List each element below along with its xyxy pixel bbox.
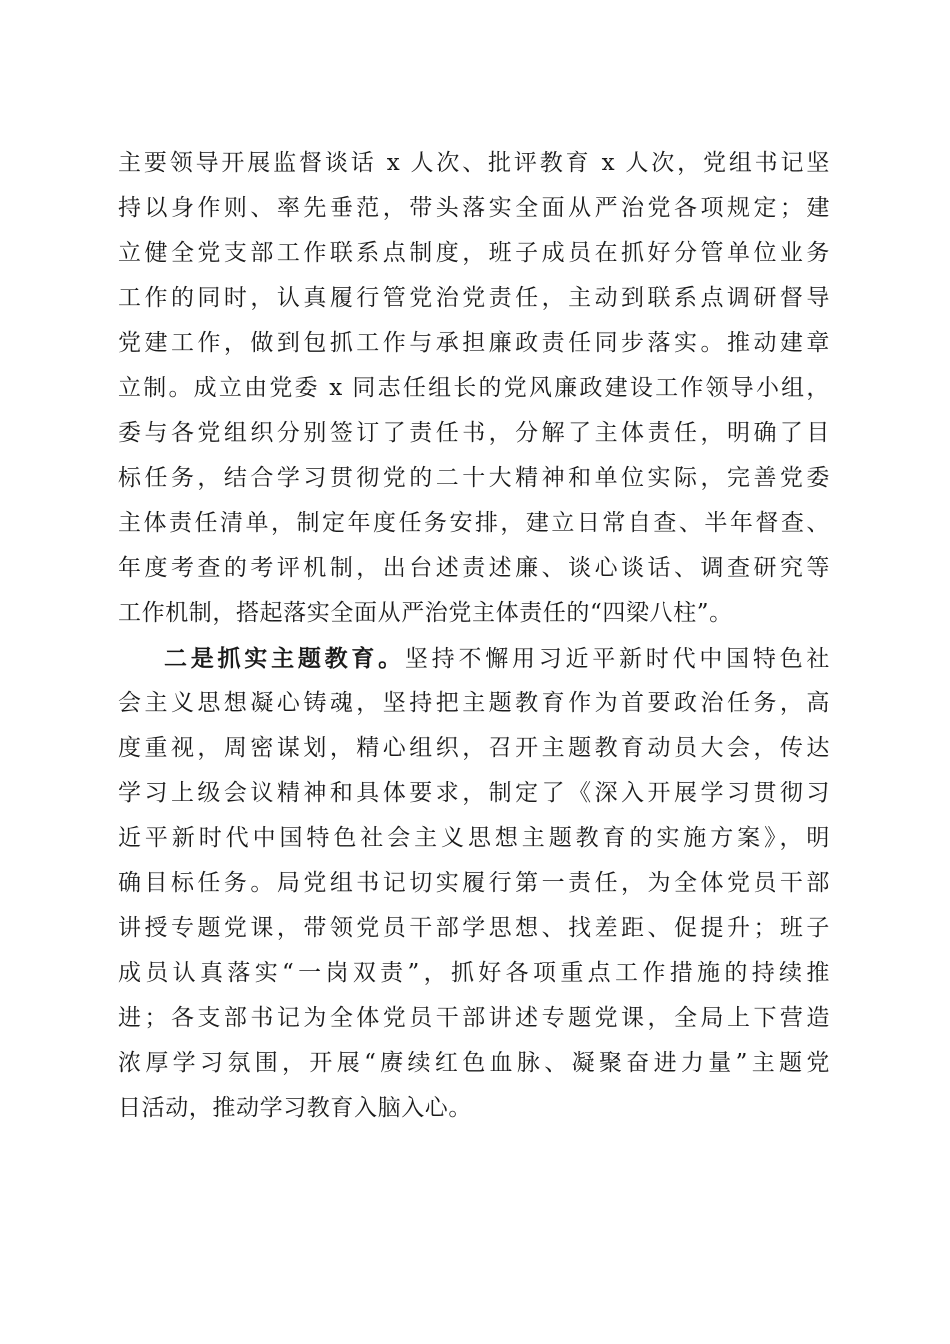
text-line: 年度考查的考评机制，出台述责述廉、谈心谈话、调查研究等 xyxy=(118,555,830,581)
text-line: 度重视，周密谋划，精心组织，召开主题教育动员大会，传达 xyxy=(118,735,830,761)
text-line: 会主义思想凝心铸魂，坚持把主题教育作为首要政治任务，高 xyxy=(118,690,830,716)
text-line: 持以身作则、率先垂范，带头落实全面从严治党各项规定；建 xyxy=(118,195,830,221)
text-line: 成员认真落实“一岗双责”，抓好各项重点工作措施的持续推 xyxy=(118,960,830,986)
text-line: 进；各支部书记为全体党员干部讲述专题党课，全局上下营造 xyxy=(118,1005,830,1031)
text-line: 立制。成立由党委 x 同志任组长的党风廉政建设工作领导小组， xyxy=(118,375,830,401)
text-line xyxy=(118,636,830,681)
text-line: 近平新时代中国特色社会主义思想主题教育的实施方案》，明 xyxy=(118,825,830,851)
paragraph-lead-heading: 二是抓实主题教育。 xyxy=(164,645,405,672)
text-line: 主体责任清单，制定年度任务安排，建立日常自查、半年督查、 xyxy=(118,510,830,536)
text-line: 确目标任务。局党组书记切实履行第一责任，为全体党员干部 xyxy=(118,870,830,896)
text-line: 工作的同时，认真履行管党治党责任，主动到联系点调研督导 xyxy=(118,285,830,311)
text-line: 立健全党支部工作联系点制度，班子成员在抓好分管单位业务 xyxy=(118,240,830,266)
body-text xyxy=(118,141,830,1131)
text-line: 工作机制，搭起落实全面从严治党主体责任的“四梁八柱”。 xyxy=(118,600,733,626)
paragraph-first-line-text: 坚持不懈用习近平新时代中国特色社 xyxy=(404,646,830,672)
paragraph-2 xyxy=(118,636,830,1131)
text-line: 讲授专题党课，带领党员干部学思想、找差距、促提升；班子 xyxy=(118,915,830,941)
text-line: 学习上级会议精神和具体要求，制定了《深入开展学习贯彻习 xyxy=(118,780,830,806)
text-line: 浓厚学习氛围，开展“赓续红色血脉、凝聚奋进力量”主题党 xyxy=(118,1050,830,1076)
text-line: 标任务，结合学习贯彻党的二十大精神和单位实际，完善党委 xyxy=(118,465,830,491)
paragraph-1 xyxy=(118,141,830,636)
text-line: 主要领导开展监督谈话 x 人次、批评教育 x 人次，党组书记坚 xyxy=(118,150,830,176)
text-line: 党建工作，做到包抓工作与承担廉政责任同步落实。推动建章 xyxy=(118,330,830,356)
text-line: 委与各党组织分别签订了责任书，分解了主体责任，明确了目 xyxy=(118,420,830,446)
text-line: 日活动，推动学习教育入脑入心。 xyxy=(118,1095,472,1121)
